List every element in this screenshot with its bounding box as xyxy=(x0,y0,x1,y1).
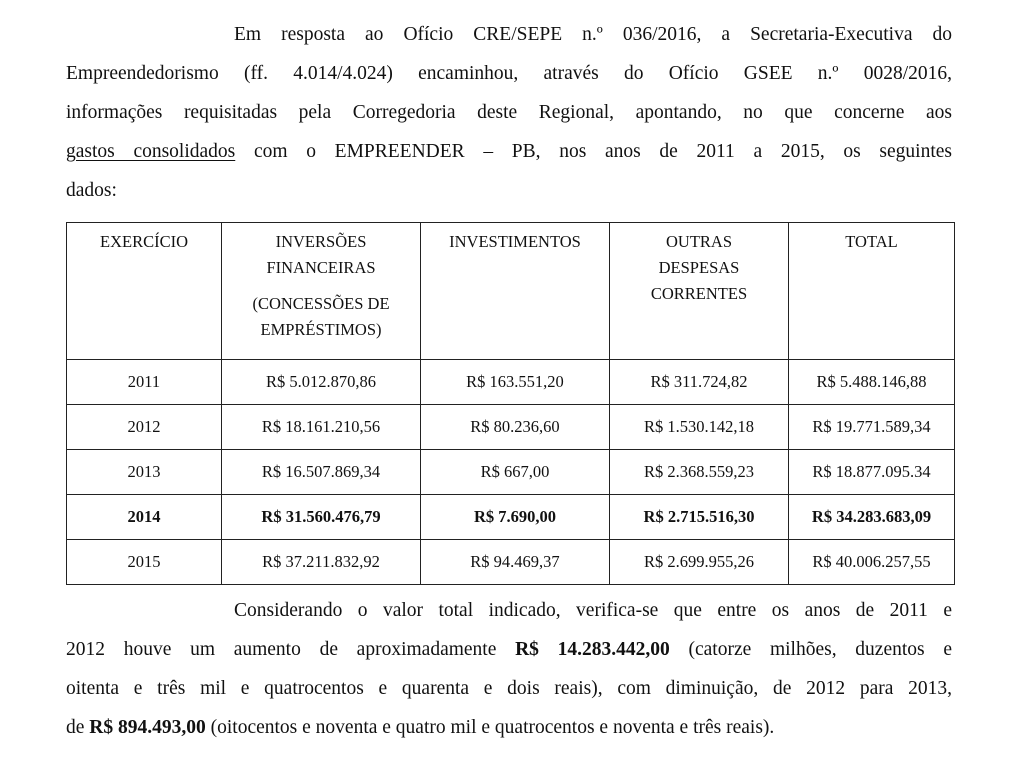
cell-ano: 2011 xyxy=(67,360,222,405)
decrease-amount: R$ 894.493,00 xyxy=(89,717,206,738)
cell-outras: R$ 311.724,82 xyxy=(610,360,789,405)
cell-outras: R$ 2.715.516,30 xyxy=(610,495,789,540)
table-row xyxy=(67,540,955,585)
conclusion-line-4-post: (oitocentos e noventa e quatro mil e quatrocentos e noventa e três reais). xyxy=(205,717,775,738)
intro-line-3: informações requisitadas pela Corregedoria deste Regional, apontando, no que concerne aos xyxy=(66,102,952,123)
intro-line-5: dados: xyxy=(66,180,117,201)
header-inversoes xyxy=(222,223,421,360)
cell-investimentos: R$ 94.469,37 xyxy=(421,540,610,585)
header-inversoes-sub: (CONCESSÕES DE EMPRÉSTIMOS) xyxy=(252,294,390,339)
header-exercicio: EXERCÍCIO xyxy=(67,223,222,360)
underlined-phrase: gastos consolidados xyxy=(66,141,236,162)
cell-inversoes: R$ 37.211.832,92 xyxy=(222,540,421,585)
cell-inversoes: R$ 18.161.210,56 xyxy=(222,405,421,450)
header-investimentos: INVESTIMENTOS xyxy=(421,223,610,360)
table-row-highlighted xyxy=(67,495,955,540)
cell-total: R$ 18.877.095.34 xyxy=(789,450,955,495)
conclusion-paragraph xyxy=(66,591,952,747)
header-outras-label: OUTRAS DESPESAS CORRENTES xyxy=(650,232,748,303)
header-outras xyxy=(610,223,789,360)
conclusion-line-4-pre: de xyxy=(66,717,90,738)
cell-outras: R$ 2.368.559,23 xyxy=(610,450,789,495)
cell-investimentos: R$ 7.690,00 xyxy=(421,495,610,540)
cell-total: R$ 34.283.683,09 xyxy=(789,495,955,540)
cell-inversoes: R$ 5.012.870,86 xyxy=(222,360,421,405)
cell-investimentos: R$ 80.236,60 xyxy=(421,405,610,450)
intro-line-2: Empreendedorismo (ff. 4.014/4.024) encaminhou, através do Ofício GSEE n.º 0028/2016, xyxy=(66,63,952,84)
intro-line-1: Em resposta ao Ofício CRE/SEPE n.º 036/2016, a Secretaria-Executiva do xyxy=(234,24,952,45)
cell-inversoes: R$ 16.507.869,34 xyxy=(222,450,421,495)
cell-outras: R$ 1.530.142,18 xyxy=(610,405,789,450)
table-row xyxy=(67,450,955,495)
header-inversoes-title: INVERSÕES FINANCEIRAS xyxy=(266,232,376,277)
table-row xyxy=(67,405,955,450)
cell-total: R$ 40.006.257,55 xyxy=(789,540,955,585)
intro-paragraph xyxy=(66,15,952,210)
cell-outras: R$ 2.699.955,26 xyxy=(610,540,789,585)
increase-amount: R$ 14.283.442,00 xyxy=(515,639,670,660)
conclusion-line-3: oitenta e três mil e quatrocentos e quarenta e dois reais), com diminuição, de 2012 para 2013, xyxy=(66,678,952,699)
cell-inversoes: R$ 31.560.476,79 xyxy=(222,495,421,540)
conclusion-line-4 xyxy=(66,708,952,747)
intro-line-4 xyxy=(66,132,952,171)
cell-total: R$ 5.488.146,88 xyxy=(789,360,955,405)
table-header-row xyxy=(67,223,955,360)
cell-ano: 2012 xyxy=(67,405,222,450)
conclusion-line-2-post: (catorze milhões, duzentos e xyxy=(669,639,952,660)
cell-ano: 2015 xyxy=(67,540,222,585)
cell-ano: 2013 xyxy=(67,450,222,495)
cell-investimentos: R$ 667,00 xyxy=(421,450,610,495)
cell-ano: 2014 xyxy=(67,495,222,540)
header-total: TOTAL xyxy=(789,223,955,360)
expenses-table xyxy=(66,222,955,585)
conclusion-line-2 xyxy=(66,630,952,669)
conclusion-line-2-pre: 2012 houve um aumento de aproximadamente xyxy=(66,639,516,660)
table-row xyxy=(67,360,955,405)
cell-investimentos: R$ 163.551,20 xyxy=(421,360,610,405)
intro-line-4-rest: com o EMPREENDER – PB, nos anos de 2011 a 2015, os seguintes xyxy=(235,141,952,162)
conclusion-line-1: Considerando o valor total indicado, verifica-se que entre os anos de 2011 e xyxy=(234,600,952,621)
cell-total: R$ 19.771.589,34 xyxy=(789,405,955,450)
